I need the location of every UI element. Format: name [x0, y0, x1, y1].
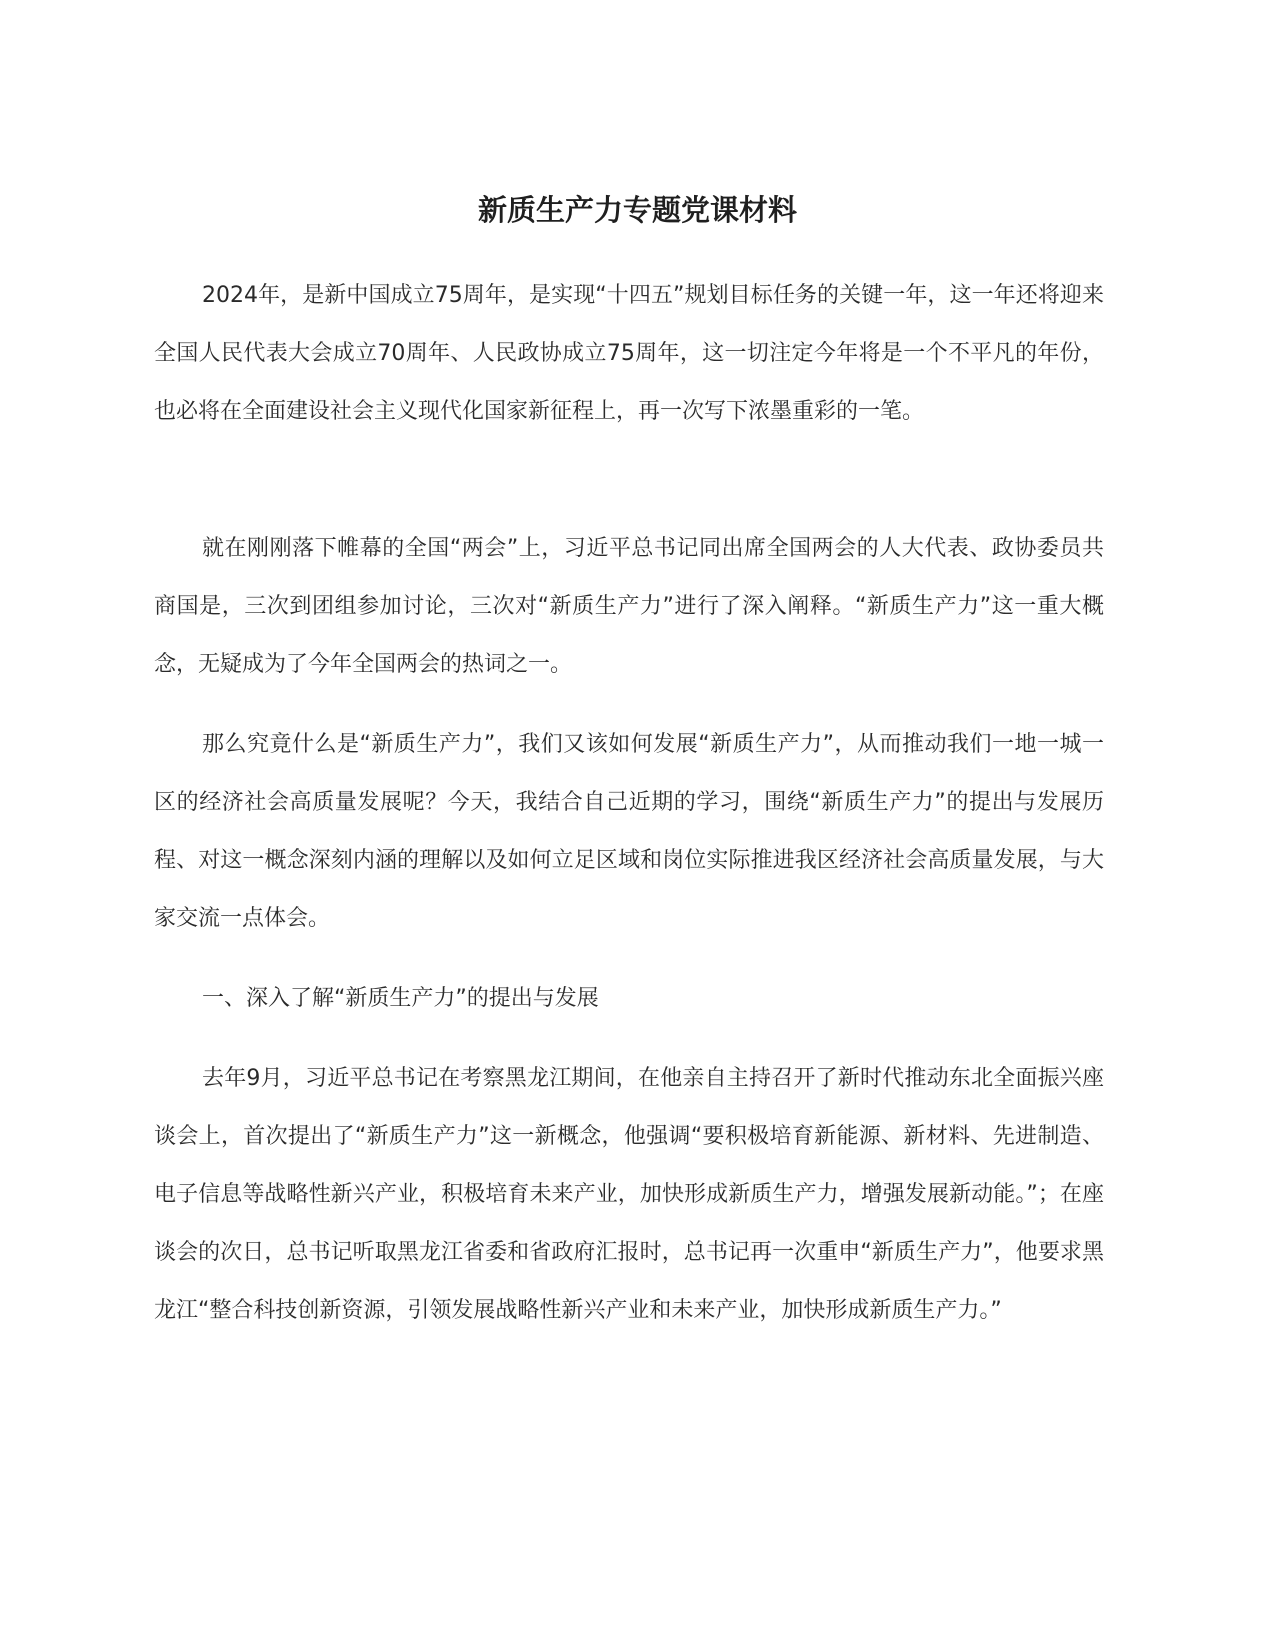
section-heading-one: 一、深入了解“新质生产力”的提出与发展 [202, 986, 599, 1011]
paragraph-question: 那么究竟什么是“新质生产力”，我们又该如何发展“新质生产力”，从而推动我们一地一城一区的经济社会高质量发展呢？今天，我结合自己近期的学习，围绕“新质生产力”的提出与发展历程、对这一概念深刻内涵的理解以及如何立足区域和岗位实际推进我区经济社会高质量发展，与大家交流一点体会。 [154, 732, 1104, 931]
paragraph-intro: 2024年，是新中国成立75周年，是实现“十四五”规划目标任务的关键一年，这一年还将迎来全国人民代表大会成立70周年、人民政协成立75周年，这一切注定今年将是一个不平凡的年份，也必将在全面建设社会主义现代化国家新征程上，再一次写下浓墨重彩的一笔。 [154, 283, 1104, 424]
paragraph-two-sessions: 就在刚刚落下帷幕的全国“两会”上，习近平总书记同出席全国两会的人大代表、政协委员共商国是，三次到团组参加讨论，三次对“新质生产力”进行了深入阐释。“新质生产力”这一重大概念，无疑成为了今年全国两会的热词之一。 [154, 536, 1104, 677]
document-title: 新质生产力专题党课材料 [477, 193, 797, 227]
paragraph-origin: 去年9月，习近平总书记在考察黑龙江期间，在他亲自主持召开了新时代推动东北全面振兴座谈会上，首次提出了“新质生产力”这一新概念，他强调“要积极培育新能源、新材料、先进制造、电子信息等战略性新兴产业，积极培育未来产业，加快形成新质生产力，增强发展新动能。”；在座谈会的次日，总书记听取黑龙江省委和省政府汇报时，总书记再一次重申“新质生产力”，他要求黑龙江“整合科技创新资源，引领发展战略性新兴产业和未来产业，加快形成新质生产力。” [154, 1066, 1104, 1323]
